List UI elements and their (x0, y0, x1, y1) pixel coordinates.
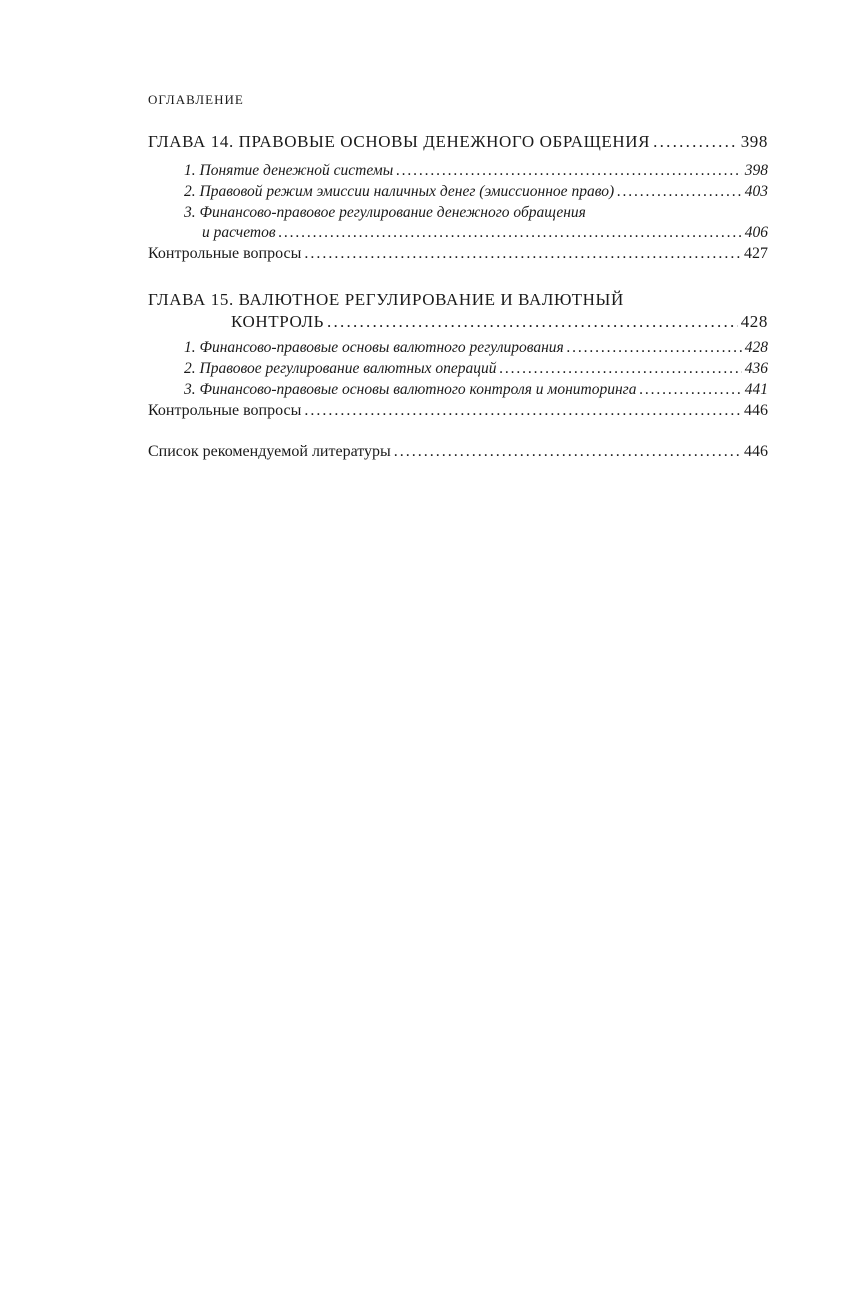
leader-dots (304, 245, 741, 263)
section-page: 441 (744, 381, 768, 398)
leader-dots (327, 312, 738, 332)
running-head: ОГЛАВЛЕНИЕ (148, 92, 244, 107)
toc-entry-questions (148, 245, 768, 263)
toc-entry-line2 (202, 224, 768, 242)
toc-entry-questions (148, 402, 768, 420)
leader-dots (304, 402, 741, 420)
section-title: 2. Правовое регулирование валютных операций (184, 360, 497, 377)
chapter-15-page: 428 (740, 312, 768, 331)
toc-entry (184, 183, 768, 201)
literature-page: 446 (744, 443, 768, 460)
section-title: 1. Финансово-правовые основы валютного регулирования (184, 339, 564, 356)
questions-page: 446 (744, 402, 768, 419)
toc-entry (184, 162, 768, 180)
toc-entry-line1 (184, 204, 768, 222)
leader-dots (617, 183, 742, 201)
chapter-15-heading-line1 (148, 290, 768, 310)
section-page: 428 (744, 339, 768, 356)
section-page: 403 (744, 183, 768, 200)
chapter-14-heading (148, 132, 768, 152)
section-title: 3. Финансово-правовые основы валютного контроля и мониторинга (184, 381, 637, 398)
section-page: 436 (744, 360, 768, 377)
leader-dots (567, 339, 742, 357)
section-title: 2. Правовой режим эмиссии наличных денег (эмиссионное право) (184, 183, 615, 200)
leader-dots (500, 360, 742, 378)
leader-dots (279, 224, 742, 242)
literature-title: Список рекомендуемой литературы (148, 443, 391, 460)
toc-entry (184, 360, 768, 378)
toc-entry (184, 339, 768, 357)
questions-page: 427 (744, 245, 768, 262)
leader-dots (396, 162, 742, 180)
chapter-15-title-continued: КОНТРОЛЬ (231, 312, 325, 331)
questions-title: Контрольные вопросы (148, 402, 302, 419)
section-title: 1. Понятие денежной системы (184, 162, 394, 179)
toc-entry (184, 381, 768, 399)
leader-dots (394, 443, 741, 461)
section-page: 398 (744, 162, 768, 179)
section-title-continued: и расчетов (202, 224, 276, 241)
chapter-15-heading-line2 (231, 312, 768, 332)
chapter-14-page: 398 (740, 132, 768, 151)
leader-dots (639, 381, 741, 399)
section-title: 3. Финансово-правовое регулирование денежного обращения (184, 204, 586, 221)
section-page: 406 (744, 224, 768, 241)
leader-dots (653, 132, 738, 152)
questions-title: Контрольные вопросы (148, 245, 302, 262)
chapter-14-title: ГЛАВА 14. ПРАВОВЫЕ ОСНОВЫ ДЕНЕЖНОГО ОБРАЩЕНИЯ (148, 132, 651, 151)
chapter-15-title: ГЛАВА 15. ВАЛЮТНОЕ РЕГУЛИРОВАНИЕ И ВАЛЮТНЫЙ (148, 290, 624, 309)
toc-entry-literature (148, 443, 768, 461)
